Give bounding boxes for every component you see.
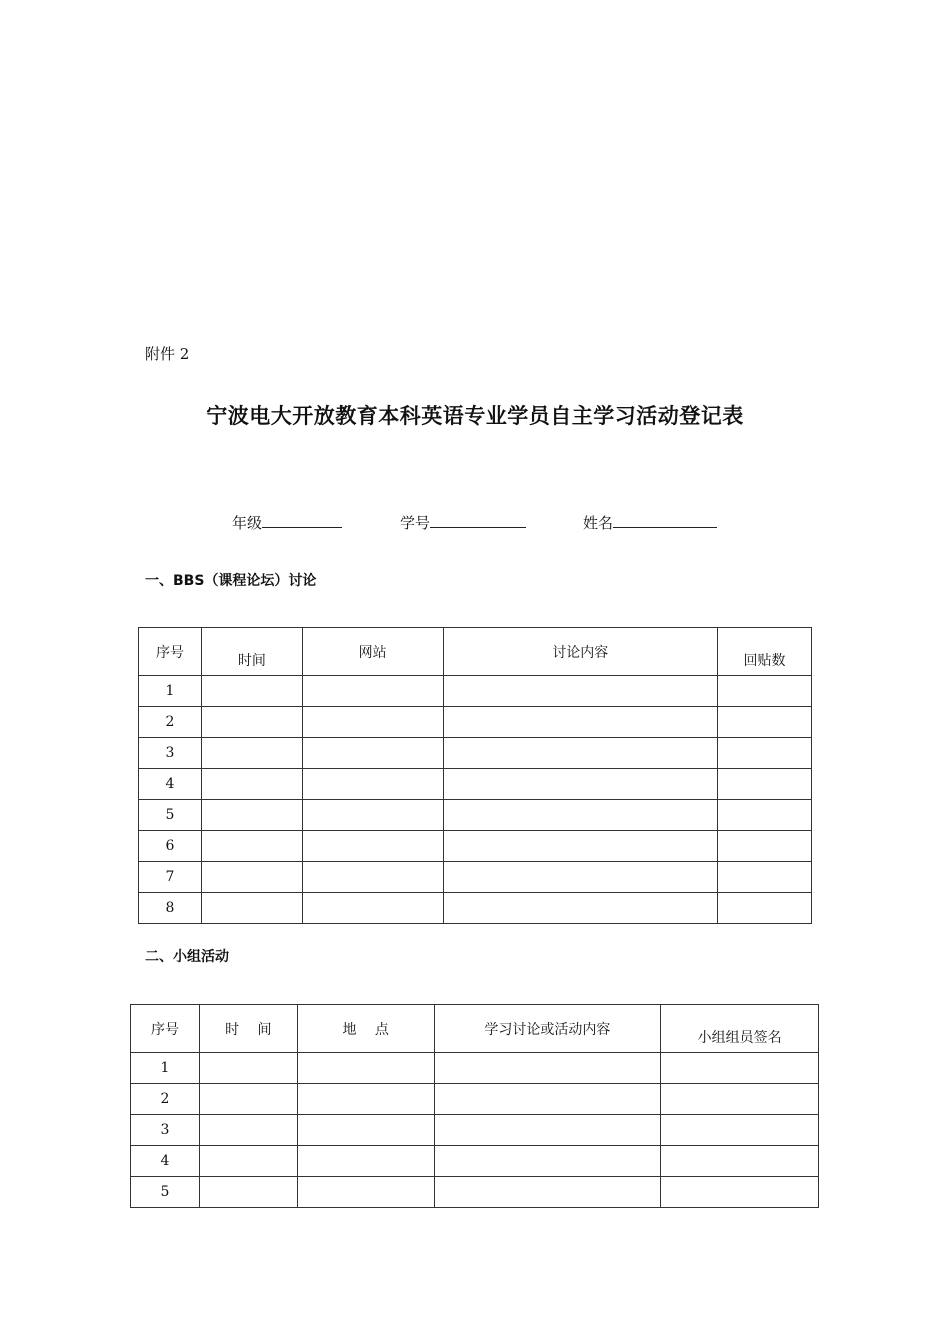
signature-cell[interactable] xyxy=(661,1084,819,1115)
signature-cell[interactable] xyxy=(661,1146,819,1177)
row-index: 2 xyxy=(139,707,202,738)
table-row xyxy=(139,738,812,769)
website-cell[interactable] xyxy=(302,831,443,862)
reply-count-cell[interactable] xyxy=(718,769,812,800)
website-cell[interactable] xyxy=(302,893,443,924)
content-cell[interactable] xyxy=(443,831,718,862)
column-header-index: 序号 xyxy=(131,1005,200,1053)
website-cell[interactable] xyxy=(302,676,443,707)
location-cell[interactable] xyxy=(297,1177,434,1208)
content-cell[interactable] xyxy=(443,862,718,893)
reply-count-cell[interactable] xyxy=(718,707,812,738)
column-header-reply-count: 回贴数 xyxy=(718,628,812,676)
signature-cell[interactable] xyxy=(661,1053,819,1084)
content-cell[interactable] xyxy=(443,800,718,831)
student-id-label: 学号 xyxy=(400,514,431,532)
time-cell[interactable] xyxy=(201,738,302,769)
name-blank-line[interactable] xyxy=(613,513,717,528)
time-cell[interactable] xyxy=(201,831,302,862)
grade-label: 年级 xyxy=(232,514,263,532)
row-index: 5 xyxy=(131,1177,200,1208)
row-index: 4 xyxy=(131,1146,200,1177)
time-cell[interactable] xyxy=(199,1084,297,1115)
column-header-discussion-content: 讨论内容 xyxy=(443,628,718,676)
column-header-index: 序号 xyxy=(139,628,202,676)
student-id-field[interactable] xyxy=(400,512,526,533)
reply-count-cell[interactable] xyxy=(718,676,812,707)
column-header-time: 时 间 xyxy=(199,1005,297,1053)
column-header-member-signature: 小组组员签名 xyxy=(661,1005,819,1053)
content-cell[interactable] xyxy=(443,893,718,924)
website-cell[interactable] xyxy=(302,862,443,893)
content-cell[interactable] xyxy=(443,676,718,707)
activity-content-cell[interactable] xyxy=(434,1115,661,1146)
column-header-website: 网站 xyxy=(302,628,443,676)
reply-count-cell[interactable] xyxy=(718,738,812,769)
row-index: 8 xyxy=(139,893,202,924)
reply-count-cell[interactable] xyxy=(718,831,812,862)
name-field[interactable] xyxy=(583,512,717,533)
reply-count-cell[interactable] xyxy=(718,893,812,924)
table-row xyxy=(139,707,812,738)
column-header-location: 地 点 xyxy=(297,1005,434,1053)
row-index: 2 xyxy=(131,1084,200,1115)
bbs-discussion-table xyxy=(138,627,812,924)
location-cell[interactable] xyxy=(297,1084,434,1115)
time-cell[interactable] xyxy=(201,893,302,924)
grade-field[interactable] xyxy=(232,512,342,533)
table-row xyxy=(139,862,812,893)
table-row xyxy=(139,800,812,831)
activity-content-cell[interactable] xyxy=(434,1053,661,1084)
time-cell[interactable] xyxy=(201,769,302,800)
time-cell[interactable] xyxy=(201,862,302,893)
activity-content-cell[interactable] xyxy=(434,1146,661,1177)
location-cell[interactable] xyxy=(297,1146,434,1177)
location-cell[interactable] xyxy=(297,1053,434,1084)
signature-cell[interactable] xyxy=(661,1115,819,1146)
reply-count-cell[interactable] xyxy=(718,862,812,893)
row-index: 1 xyxy=(131,1053,200,1084)
table-row xyxy=(139,893,812,924)
name-label: 姓名 xyxy=(583,514,614,532)
time-cell[interactable] xyxy=(199,1115,297,1146)
section1-heading: 一、BBS（课程论坛）讨论 xyxy=(145,573,317,589)
annex-label: 附件 2 xyxy=(145,345,190,363)
time-cell[interactable] xyxy=(201,707,302,738)
time-cell[interactable] xyxy=(201,800,302,831)
location-cell[interactable] xyxy=(297,1115,434,1146)
page-title: 宁波电大开放教育本科英语专业学员自主学习活动登记表 xyxy=(206,404,744,428)
group-activity-table xyxy=(130,1004,819,1208)
reply-count-cell[interactable] xyxy=(718,800,812,831)
activity-content-cell[interactable] xyxy=(434,1177,661,1208)
content-cell[interactable] xyxy=(443,738,718,769)
row-index: 6 xyxy=(139,831,202,862)
table-row xyxy=(139,769,812,800)
row-index: 1 xyxy=(139,676,202,707)
row-index: 4 xyxy=(139,769,202,800)
table-row xyxy=(131,1115,819,1146)
table-row xyxy=(131,1146,819,1177)
content-cell[interactable] xyxy=(443,769,718,800)
activity-content-cell[interactable] xyxy=(434,1084,661,1115)
time-cell[interactable] xyxy=(199,1177,297,1208)
row-index: 3 xyxy=(131,1115,200,1146)
content-cell[interactable] xyxy=(443,707,718,738)
table-header-row xyxy=(131,1005,819,1053)
time-cell[interactable] xyxy=(199,1053,297,1084)
time-cell[interactable] xyxy=(199,1146,297,1177)
table-header-row xyxy=(139,628,812,676)
table-row xyxy=(131,1084,819,1115)
table-row xyxy=(139,676,812,707)
column-header-activity-content: 学习讨论或活动内容 xyxy=(434,1005,661,1053)
table-row xyxy=(131,1177,819,1208)
signature-cell[interactable] xyxy=(661,1177,819,1208)
row-index: 7 xyxy=(139,862,202,893)
website-cell[interactable] xyxy=(302,738,443,769)
website-cell[interactable] xyxy=(302,707,443,738)
table-row xyxy=(139,831,812,862)
row-index: 5 xyxy=(139,800,202,831)
section2-heading: 二、小组活动 xyxy=(145,949,229,965)
column-header-time: 时间 xyxy=(201,628,302,676)
grade-blank-line[interactable] xyxy=(262,513,342,528)
website-cell[interactable] xyxy=(302,800,443,831)
time-cell[interactable] xyxy=(201,676,302,707)
student-id-blank-line[interactable] xyxy=(430,513,526,528)
row-index: 3 xyxy=(139,738,202,769)
website-cell[interactable] xyxy=(302,769,443,800)
table-row xyxy=(131,1053,819,1084)
